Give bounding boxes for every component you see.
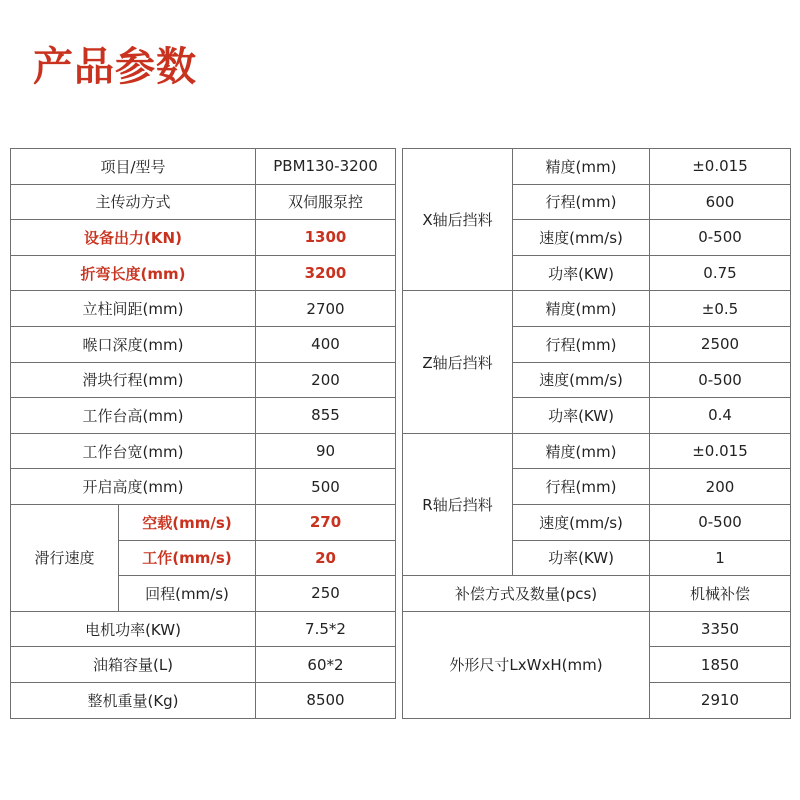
z-power-label: 功率(KW)	[513, 398, 650, 434]
x-axis-label: X轴后挡料	[403, 149, 513, 291]
table-row	[11, 504, 396, 540]
table-row	[11, 291, 396, 327]
table-height-label: 工作台高(mm)	[11, 398, 256, 434]
table-row	[11, 433, 396, 469]
idle-speed-label: 空载(mm/s)	[119, 504, 256, 540]
dimensions-label: 外形尺寸LxWxH(mm)	[403, 611, 650, 718]
x-stroke-label: 行程(mm)	[513, 184, 650, 220]
z-precision-label: 精度(mm)	[513, 291, 650, 327]
return-speed-label: 回程(mm/s)	[119, 576, 256, 612]
x-precision-label: 精度(mm)	[513, 149, 650, 185]
x-speed-label: 速度(mm/s)	[513, 220, 650, 256]
tank-capacity-label: 油箱容量(L)	[11, 647, 256, 683]
weight-label: 整机重量(Kg)	[11, 682, 256, 718]
x-stroke-value: 600	[650, 184, 791, 220]
table-row	[403, 149, 791, 185]
work-speed-value: 20	[256, 540, 396, 576]
weight-value: 8500	[256, 682, 396, 718]
z-stroke-label: 行程(mm)	[513, 326, 650, 362]
z-power-value: 0.4	[650, 398, 791, 434]
table-row	[11, 398, 396, 434]
table-row	[11, 682, 396, 718]
motor-power-value: 7.5*2	[256, 611, 396, 647]
open-height-label: 开启高度(mm)	[11, 469, 256, 505]
tank-capacity-value: 60*2	[256, 647, 396, 683]
table-row	[11, 326, 396, 362]
table-width-value: 90	[256, 433, 396, 469]
table-row	[11, 469, 396, 505]
r-power-value: 1	[650, 540, 791, 576]
z-precision-value: ±0.5	[650, 291, 791, 327]
table-row	[403, 291, 791, 327]
dimension-width-value: 1850	[650, 647, 791, 683]
page-title: 产品参数	[33, 44, 197, 90]
compensation-label: 补偿方式及数量(pcs)	[403, 576, 650, 612]
return-speed-value: 250	[256, 576, 396, 612]
dimension-height-value: 2910	[650, 682, 791, 718]
r-power-label: 功率(KW)	[513, 540, 650, 576]
x-power-value: 0.75	[650, 255, 791, 291]
slide-speed-label: 滑行速度	[11, 504, 119, 611]
table-row	[11, 149, 396, 185]
spec-table-left	[10, 148, 396, 719]
slide-stroke-label: 滑块行程(mm)	[11, 362, 256, 398]
throat-depth-label: 喉口深度(mm)	[11, 326, 256, 362]
r-speed-label: 速度(mm/s)	[513, 504, 650, 540]
output-label: 设备出力(KN)	[11, 220, 256, 256]
r-axis-label: R轴后挡料	[403, 433, 513, 575]
x-power-label: 功率(KW)	[513, 255, 650, 291]
motor-power-label: 电机功率(KW)	[11, 611, 256, 647]
r-stroke-value: 200	[650, 469, 791, 505]
x-precision-value: ±0.015	[650, 149, 791, 185]
drive-mode-label: 主传动方式	[11, 184, 256, 220]
work-speed-label: 工作(mm/s)	[119, 540, 256, 576]
table-row	[403, 433, 791, 469]
dimension-length-value: 3350	[650, 611, 791, 647]
idle-speed-value: 270	[256, 504, 396, 540]
drive-mode-value: 双伺服泵控	[256, 184, 396, 220]
table-row	[11, 255, 396, 291]
r-speed-value: 0-500	[650, 504, 791, 540]
compensation-value: 机械补偿	[650, 576, 791, 612]
table-row	[11, 362, 396, 398]
table-row	[11, 647, 396, 683]
table-row	[11, 611, 396, 647]
table-row	[11, 184, 396, 220]
output-value: 1300	[256, 220, 396, 256]
throat-depth-value: 400	[256, 326, 396, 362]
table-width-label: 工作台宽(mm)	[11, 433, 256, 469]
model-value: PBM130-3200	[256, 149, 396, 185]
bend-length-value: 3200	[256, 255, 396, 291]
table-row	[403, 611, 791, 647]
slide-stroke-value: 200	[256, 362, 396, 398]
table-height-value: 855	[256, 398, 396, 434]
r-stroke-label: 行程(mm)	[513, 469, 650, 505]
z-stroke-value: 2500	[650, 326, 791, 362]
spec-table-right	[402, 148, 791, 719]
z-axis-label: Z轴后挡料	[403, 291, 513, 433]
table-row	[403, 576, 791, 612]
header-label: 项目/型号	[11, 149, 256, 185]
table-row	[11, 220, 396, 256]
bend-length-label: 折弯长度(mm)	[11, 255, 256, 291]
x-speed-value: 0-500	[650, 220, 791, 256]
z-speed-label: 速度(mm/s)	[513, 362, 650, 398]
z-speed-value: 0-500	[650, 362, 791, 398]
r-precision-label: 精度(mm)	[513, 433, 650, 469]
column-distance-value: 2700	[256, 291, 396, 327]
r-precision-value: ±0.015	[650, 433, 791, 469]
column-distance-label: 立柱间距(mm)	[11, 291, 256, 327]
open-height-value: 500	[256, 469, 396, 505]
